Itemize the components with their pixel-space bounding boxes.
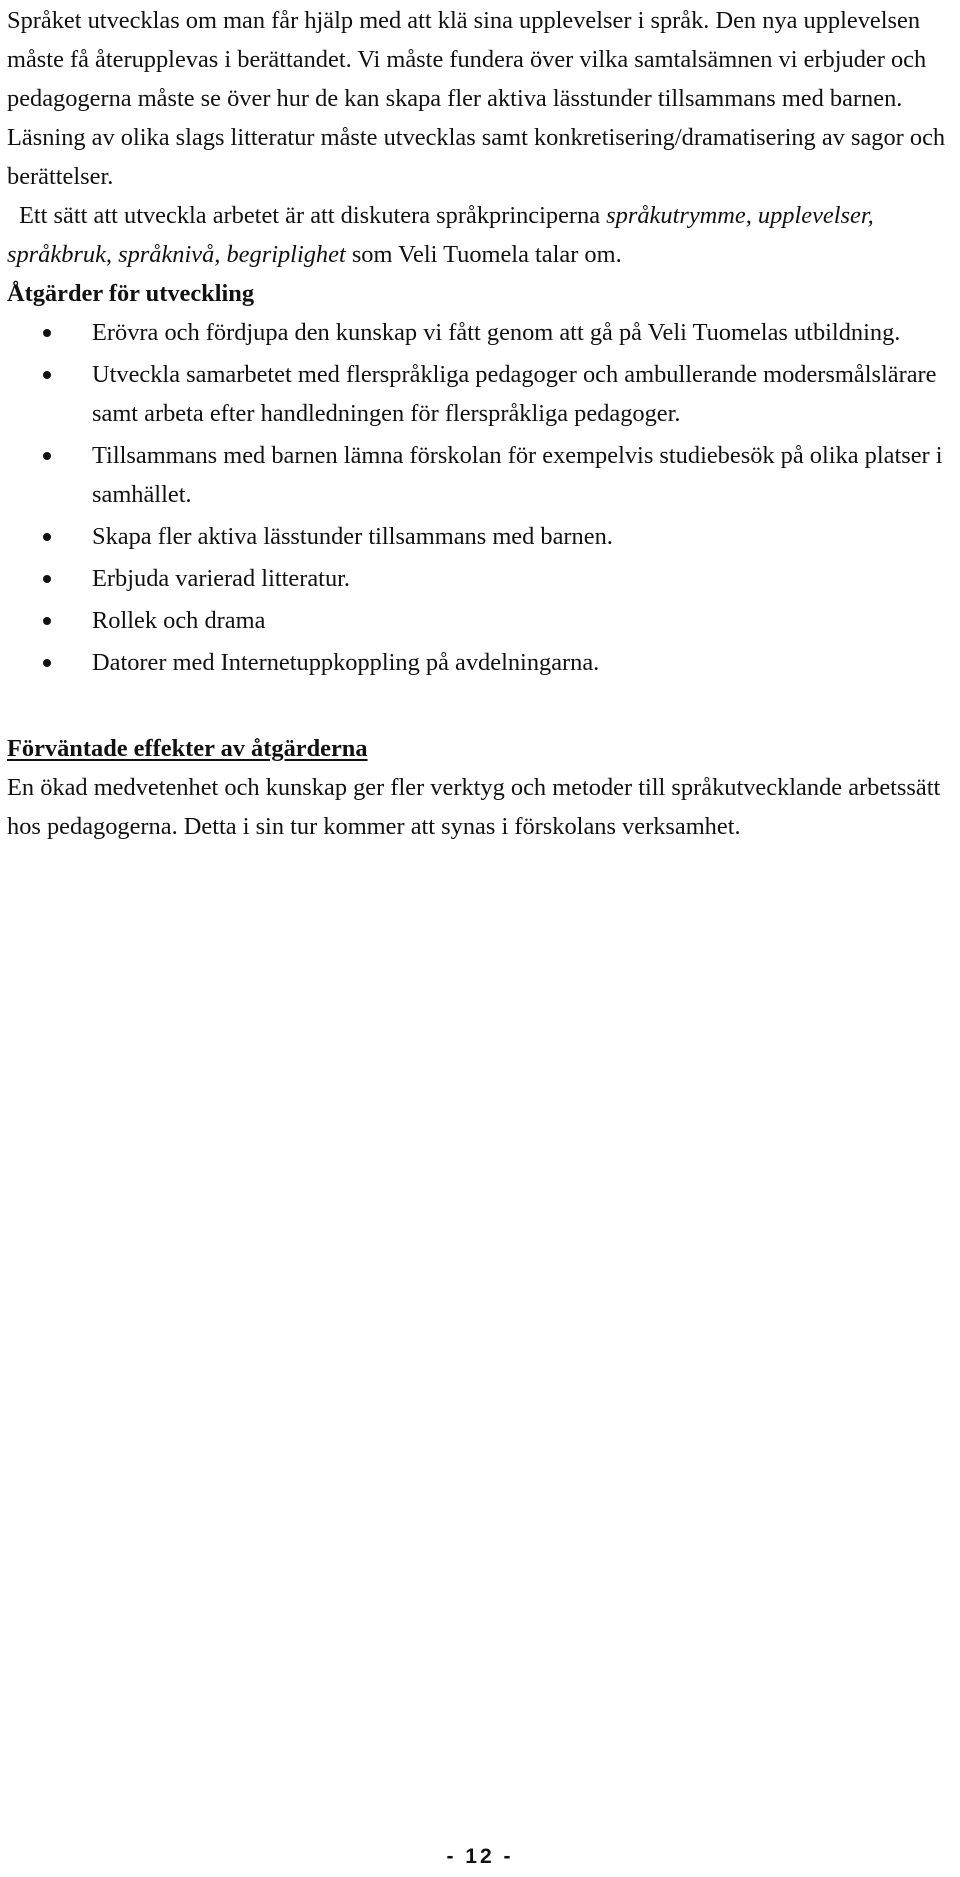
list-item <box>7 355 952 433</box>
paragraph-2-start: Ett sätt att utveckla arbetet är att diskutera språkprinciperna <box>19 202 607 229</box>
measures-heading: Åtgärder för utveckling <box>7 280 255 307</box>
list-item-text: Rollek och drama <box>92 607 266 634</box>
section-spacer <box>7 685 952 729</box>
intro-paragraph-1: Språket utvecklas om man får hjälp med att klä sina upplevelser i språk. Den nya upplevelsen måste få återupplevas i berättandet. Vi måste fundera över vilka samtalsämnen vi erbjuder och pedagogerna måste se över hur de kan skapa fler aktiva lässtunder tillsammans med barnen. Läsning av olika slags litteratur måste utvecklas samt konkretisering/dramatisering av sagor och berättelser. <box>7 7 946 190</box>
bullet-icon <box>43 533 51 541</box>
effects-paragraph: En ökad medvetenhet och kunskap ger fler verktyg och metoder till språkutvecklande arbetssätt hos pedagogerna. Detta i sin tur kommer att synas i förskolans verksamhet. <box>7 774 941 840</box>
bullet-icon <box>43 617 51 625</box>
list-item <box>7 643 952 682</box>
measures-list <box>7 313 952 682</box>
bullet-icon <box>43 452 51 460</box>
list-item-text: Erövra och fördjupa den kunskap vi fått genom att gå på Veli Tuomelas utbildning. <box>92 319 901 346</box>
paragraph-2-end: som Veli Tuomela talar om. <box>345 241 622 268</box>
bullet-icon <box>43 329 51 337</box>
page-number: - 12 - <box>446 1845 514 1868</box>
list-item <box>7 559 952 598</box>
list-item <box>7 436 952 514</box>
list-item <box>7 601 952 640</box>
bullet-icon <box>43 575 51 583</box>
list-item-text: Utveckla samarbetet med flerspråkliga pedagoger och ambullerande modersmålslärare samt arbeta efter handledningen för flerspråkliga pedagoger. <box>92 361 937 427</box>
bullet-icon <box>43 371 51 379</box>
list-item <box>7 313 952 352</box>
document-page <box>7 0 952 846</box>
intro-paragraph-2 <box>7 196 952 274</box>
effects-heading: Förväntade effekter av åtgärderna <box>7 735 368 762</box>
list-item-text: Tillsammans med barnen lämna förskolan för exempelvis studiebesök på olika platser i samhället. <box>92 442 943 508</box>
list-item <box>7 517 952 556</box>
bullet-icon <box>43 659 51 667</box>
language-principles-italic: språkutrymme, upplevelser, språkbruk, språknivå, begriplighet <box>7 202 874 268</box>
list-item-text: Skapa fler aktiva lässtunder tillsammans med barnen. <box>92 523 613 550</box>
list-item-text: Erbjuda varierad litteratur. <box>92 565 351 592</box>
list-item-text: Datorer med Internetuppkoppling på avdelningarna. <box>92 649 600 676</box>
